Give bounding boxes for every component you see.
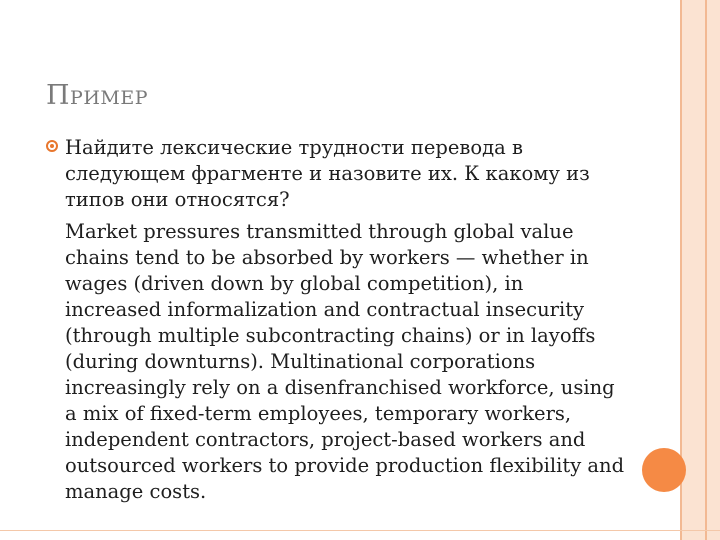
circle-bullet-icon — [46, 140, 58, 152]
slide-content — [65, 135, 625, 505]
question-text: Найдите лексические трудности перевода в следующем фрагменте и назовите их. К какому из типов они относятся? — [65, 136, 590, 211]
passage-text: Market pressures transmitted through global value chains tend to be absorbed by workers — whether in wages (driven down by global competition), in increased informalization and contractual insecurity (through multiple subcontracting chains) or in layoffs (during downturns). Multinational corporations increasingly rely on a disenfranchised workforce, using a mix of fixed-term employees, temporary workers, independent contractors, project-based workers and outsourced workers to provide production flexibility and manage costs. — [65, 220, 625, 503]
bottom-decorative-line — [0, 530, 720, 531]
slide-title: Пример — [46, 80, 149, 111]
right-decorative-line-outer — [705, 0, 707, 540]
orange-circle-decoration — [642, 448, 686, 492]
right-decorative-band — [680, 0, 720, 540]
